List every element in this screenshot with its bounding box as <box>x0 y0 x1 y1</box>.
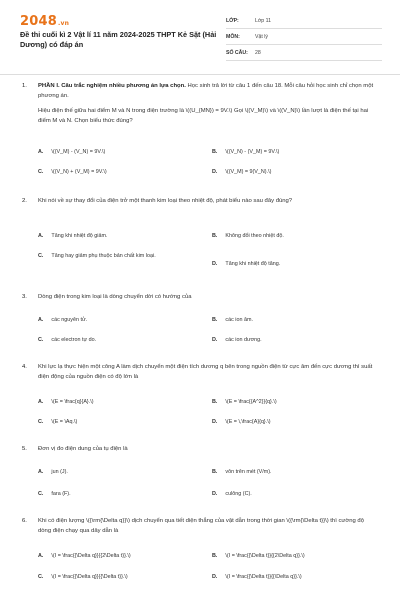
option-text: vôn trên mét (V/m). <box>225 469 272 475</box>
stem-text: Học sinh trả lời từ câu 1 đến câu 18. Mỗi câu hỏi học sinh chỉ chọn một phương án. <box>38 83 374 99</box>
meta-row-count <box>226 45 382 61</box>
stem-text-2: Hiệu điện thế giữa hai điểm M và N trong điện trường là \((U_{MN}) = 9V.\) Gọi \((V_M)\) và \((V_N)\) lần lượt là điện thế tại hai điểm M và N. Chọn biểu thức đúng? <box>38 108 369 124</box>
option-b[interactable] <box>212 552 362 561</box>
option-letter: A. <box>38 233 44 239</box>
option-text: fara (F). <box>51 491 71 497</box>
option-letter: B. <box>212 469 218 475</box>
option-b[interactable] <box>212 316 362 325</box>
option-letter: D. <box>212 261 218 267</box>
meta-value: Vật lý <box>255 33 268 40</box>
option-letter: D. <box>212 337 218 343</box>
option-text: \(E = \frac{q}{A}.\) <box>51 399 94 405</box>
option-letter: D. <box>212 419 218 425</box>
meta-key: LỚP: <box>226 17 239 24</box>
option-letter: C. <box>38 253 44 259</box>
option-text: các ion dương. <box>225 337 262 343</box>
option-d[interactable] <box>212 490 362 499</box>
meta-row-class <box>226 13 382 29</box>
section-heading: PHẦN I. Câu trắc nghiệm nhiều phương án lựa chọn. <box>38 83 186 89</box>
logo-suffix: .vn <box>57 20 70 27</box>
option-a[interactable] <box>38 148 188 157</box>
question-number: 5. <box>22 446 27 452</box>
question-stem: Dòng điện trong kim loại là dòng chuyển dời có hướng của <box>38 294 192 300</box>
question-number: 4. <box>22 364 27 370</box>
option-text: Tăng khi nhiệt độ tăng. <box>225 261 281 267</box>
question-number: 1. <box>22 83 27 89</box>
question-3 <box>22 293 378 303</box>
option-text: \(E = \Aq.\) <box>51 419 78 425</box>
option-text: jun (J). <box>51 469 68 475</box>
option-letter: B. <box>212 149 218 155</box>
option-a[interactable] <box>38 232 188 241</box>
option-a[interactable] <box>38 468 188 477</box>
meta-row-subject <box>226 29 382 45</box>
option-letter: C. <box>38 169 44 175</box>
option-b[interactable] <box>212 398 362 407</box>
option-text: các nguyên tử. <box>51 317 88 323</box>
option-text: \(I = \frac{{\Delta q}}{{2\Delta t}}.\) <box>51 553 131 559</box>
option-a[interactable] <box>38 316 188 325</box>
option-text: \((V_N) - (V_M) = 9V.\) <box>225 149 280 155</box>
option-c[interactable] <box>38 336 188 345</box>
option-d[interactable] <box>212 418 362 427</box>
option-letter: A. <box>38 399 44 405</box>
meta-key: MÔN: <box>226 33 240 40</box>
document-title: Đề thi cuối kì 2 Vật lí 11 năm 2024-2025 THPT Kẻ Sặt (Hải Dương) có đáp án <box>20 30 217 49</box>
question-6 <box>22 517 378 536</box>
option-text: \(I = \frac{{\Delta q}}{{\Delta t}}.\) <box>51 574 128 580</box>
option-c[interactable] <box>38 490 188 499</box>
option-letter: C. <box>38 491 44 497</box>
question-stem: Khi có điện lượng \({\rm{\Delta q}}\) dịch chuyển qua tiết diện thẳng của vật dẫn trong thời gian \({\rm{\Delta t}}\) thì cường độ dòng điện chạy qua dây dẫn là <box>38 518 364 534</box>
option-letter: B. <box>212 317 218 323</box>
question-stem: Khi nói về sự thay đổi của điện trở một thanh kim loại theo nhiệt độ, phát biểu nào sau đây đúng? <box>38 198 293 204</box>
option-c[interactable] <box>38 418 188 427</box>
option-letter: A. <box>38 553 44 559</box>
header-divider <box>0 74 400 75</box>
meta-value: Lớp 11 <box>255 17 271 24</box>
option-b[interactable] <box>212 468 362 477</box>
option-text: các electron tự do. <box>51 337 97 343</box>
option-letter: B. <box>212 233 218 239</box>
option-letter: A. <box>38 317 44 323</box>
site-logo[interactable] <box>20 14 69 29</box>
option-letter: D. <box>212 169 218 175</box>
question-2 <box>22 197 378 207</box>
option-letter: B. <box>212 399 218 405</box>
option-letter: C. <box>38 574 44 580</box>
option-c[interactable] <box>38 573 188 582</box>
option-letter: A. <box>38 469 44 475</box>
option-letter: D. <box>212 574 218 580</box>
option-d[interactable] <box>212 336 362 345</box>
question-number: 3. <box>22 294 27 300</box>
option-text: Tăng khi nhiệt độ giảm. <box>51 233 108 239</box>
question-number: 6. <box>22 518 27 524</box>
option-c[interactable] <box>38 252 203 261</box>
meta-table <box>226 13 382 61</box>
option-text: culông (C). <box>225 491 252 497</box>
question-5 <box>22 445 378 455</box>
option-letter: C. <box>38 337 44 343</box>
question-4 <box>22 363 378 382</box>
option-letter: A. <box>38 149 44 155</box>
option-letter: D. <box>212 491 218 497</box>
meta-key: SỐ CÂU: <box>226 49 248 56</box>
option-text: \(I = \frac{{\Delta t}}{{2\Delta q}}.\) <box>225 553 305 559</box>
logo-text: 2048 <box>20 14 57 29</box>
question-stem: Khi lực lạ thực hiện một công A làm dịch chuyển một điện tích dương q bên trong nguồn điện từ cực âm đến cực dương thì suất điện động của nguồn điện có độ lớn là <box>38 364 373 380</box>
option-text: các ion âm. <box>225 317 253 323</box>
option-d[interactable] <box>212 573 362 582</box>
option-text: \(E = \frac{{A^2}}{q}.\) <box>225 399 277 405</box>
question-1 <box>22 82 378 126</box>
option-c[interactable] <box>38 168 188 177</box>
question-stem: Đơn vị đo điện dung của tụ điện là <box>38 446 128 452</box>
option-text: Không đổi theo nhiệt độ. <box>225 233 284 239</box>
option-text: \((V_N) + (V_M) = 9V.\) <box>51 169 107 175</box>
option-text: \((V_M) - (V_N) = 9V.\) <box>51 149 106 155</box>
option-a[interactable] <box>38 398 188 407</box>
option-letter: B. <box>212 553 218 559</box>
option-d[interactable] <box>212 260 362 269</box>
question-stem <box>38 82 378 101</box>
meta-value: 28 <box>255 49 261 56</box>
option-letter: C. <box>38 419 44 425</box>
question-number: 2. <box>22 198 27 204</box>
option-text: \(E = \,\frac{A}{q}.\) <box>225 419 271 425</box>
option-a[interactable] <box>38 552 188 561</box>
option-text: \(I = \frac{{\Delta t}}{{\Delta q}}.\) <box>225 574 302 580</box>
option-b[interactable] <box>212 148 362 157</box>
header <box>0 0 400 72</box>
option-d[interactable] <box>212 168 362 177</box>
option-text: Tăng hay giảm phụ thuộc bản chất kim loại. <box>51 253 156 259</box>
option-text: \((V_M) = 9(V_N).\) <box>225 169 272 175</box>
option-b[interactable] <box>212 232 362 241</box>
